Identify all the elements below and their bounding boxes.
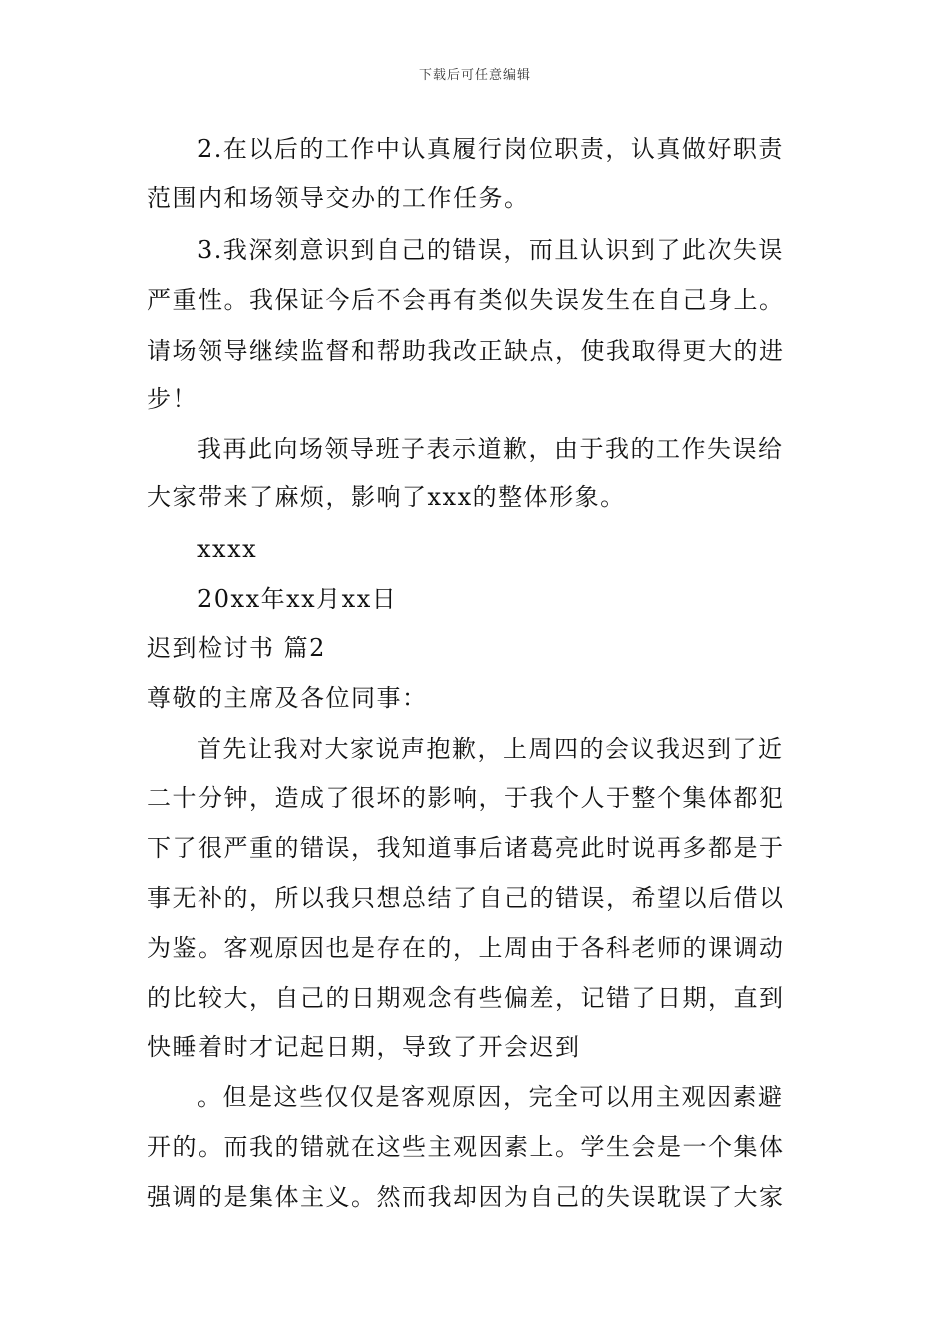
signature-name: xxxx <box>197 535 258 563</box>
paragraph-line: 二十分钟，造成了很坏的影响，于我个人于整个集体都犯 <box>147 784 785 812</box>
paragraph-line: 请场领导继续监督和帮助我改正缺点，使我取得更大的进 <box>147 337 785 365</box>
paragraph-line: 我再此向场领导班子表示道歉，由于我的工作失误给 <box>197 435 784 463</box>
paragraph-line: 2.在以后的工作中认真履行岗位职责，认真做好职责 <box>197 135 784 163</box>
paragraph-line: 严重性。我保证今后不会再有类似失误发生在自己身上。 <box>147 286 785 314</box>
paragraph-line: 首先让我对大家说声抱歉，上周四的会议我迟到了近 <box>197 735 784 763</box>
signature-date: 20xx年xx月xx日 <box>197 585 398 613</box>
paragraph-line: 开的。而我的错就在这些主观因素上。学生会是一个集体 <box>147 1133 785 1161</box>
paragraph-line: 快睡着时才记起日期，导致了开会迟到 <box>147 1033 581 1061</box>
salutation: 尊敬的主席及各位同事： <box>147 684 428 712</box>
paragraph-line: 事无补的，所以我只想总结了自己的错误，希望以后借以 <box>147 884 785 912</box>
section-title: 迟到检讨书 篇2 <box>147 634 326 662</box>
page-header-note: 下载后可任意编辑 <box>418 68 531 83</box>
paragraph-line: 为鉴。客观原因也是存在的，上周由于各科老师的课调动 <box>147 934 785 962</box>
paragraph-line: 强调的是集体主义。然而我却因为自己的失误耽误了大家 <box>147 1183 785 1211</box>
paragraph-line: 。但是这些仅仅是客观原因，完全可以用主观因素避 <box>197 1083 784 1111</box>
paragraph-line: 3.我深刻意识到自己的错误，而且认识到了此次失误 <box>197 236 784 264</box>
paragraph-line: 的比较大，自己的日期观念有些偏差，记错了日期，直到 <box>147 984 785 1012</box>
paragraph-line: 下了很严重的错误，我知道事后诸葛亮此时说再多都是于 <box>147 834 785 862</box>
paragraph-line: 步！ <box>147 385 198 413</box>
paragraph-line: 范围内和场领导交办的工作任务。 <box>147 184 530 212</box>
paragraph-line: 大家带来了麻烦，影响了xxx的整体形象。 <box>147 483 626 511</box>
